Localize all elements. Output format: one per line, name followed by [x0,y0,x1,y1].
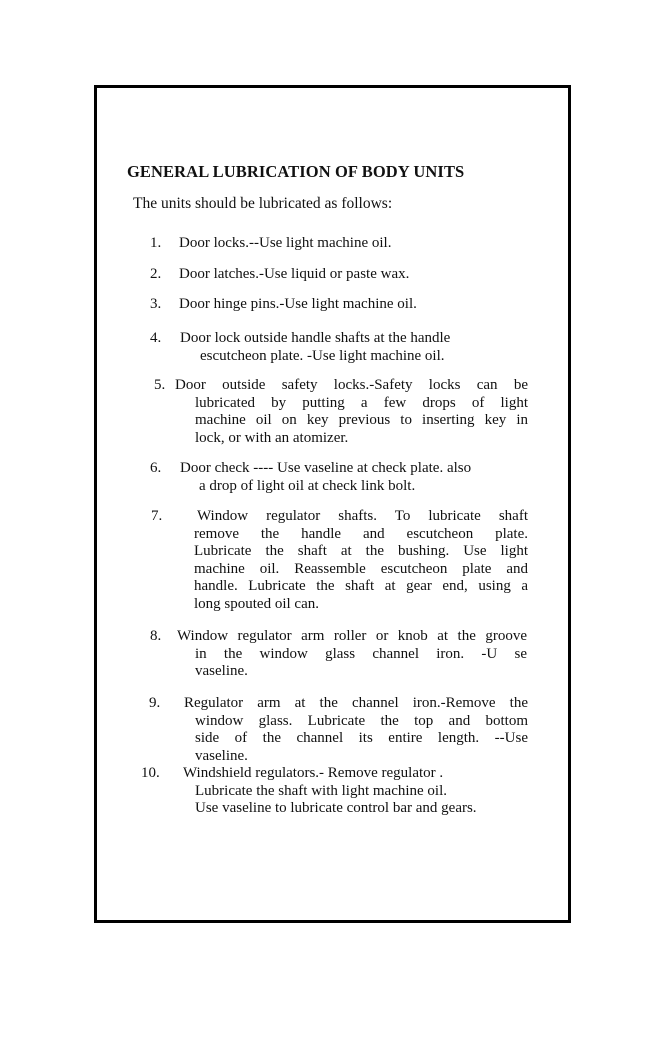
document-title: GENERAL LUBRICATION OF BODY UNITS [127,162,465,181]
item-text-line: machine oil. Reassemble escutcheon plate and [194,560,528,577]
item-text-line: Door check ---- Use vaseline at check plate. also [180,460,472,476]
item-text-line: Door latches.-Use liquid or paste wax. [179,266,410,282]
item-number: 7. [151,508,163,524]
item-number: 8. [150,628,162,644]
item-number: 6. [150,460,162,476]
item-text-line: Regulator arm at the channel iron.-Remove the [184,695,528,711]
item-text-line: Window regulator arm roller or knob at the groove [177,628,527,644]
item-text-line: escutcheon plate. -Use light machine oil. [200,347,445,364]
item-number: 10. [141,765,160,781]
item-text-line: lubricated by putting a few drops of light [195,394,528,411]
item-number: 9. [149,695,161,711]
item-text-line: Window regulator shafts. To lubricate shaft [197,508,528,524]
item-number: 1. [150,235,162,251]
item-text-line: window glass. Lubricate the top and bottom [195,712,528,729]
item-text-line: machine oil on key previous to inserting key in [195,412,528,429]
item-text-line: Lubricate the shaft with light machine oil. [195,782,448,799]
item-text-line: Door lock outside handle shafts at the handle [180,330,451,346]
item-text-line: remove the handle and escutcheon plate. [194,525,528,542]
item-text-line: side of the channel its entire length. --Use [195,730,528,747]
item-text-line: Door hinge pins.-Use light machine oil. [179,296,417,312]
item-text-line: lock, or with an atomizer. [195,429,349,446]
item-text-line: a drop of light oil at check link bolt. [199,477,416,494]
item-text-line: vaseline. [195,747,248,764]
item-number: 2. [150,266,162,282]
item-text-line: in the window glass channel iron. -U se [195,645,527,662]
item-text-line: Use vaseline to lubricate control bar and gears. [195,800,477,817]
intro-text: The units should be lubricated as follows: [133,195,393,212]
item-text-line: handle. Lubricate the shaft at gear end, using a [194,578,528,595]
item-text-line: Door locks.--Use light machine oil. [179,235,392,251]
item-text-line: Lubricate the shaft at the bushing. Use light [194,543,528,560]
item-text-line: Windshield regulators.- Remove regulator . [183,765,444,781]
item-number: 5. [154,377,166,393]
item-text-line: long spouted oil can. [194,595,319,612]
item-number: 4. [150,330,162,346]
item-number: 3. [150,296,162,312]
item-text-line: vaseline. [195,663,248,680]
item-text-line: Door outside safety locks.-Safety locks can be [175,377,528,393]
